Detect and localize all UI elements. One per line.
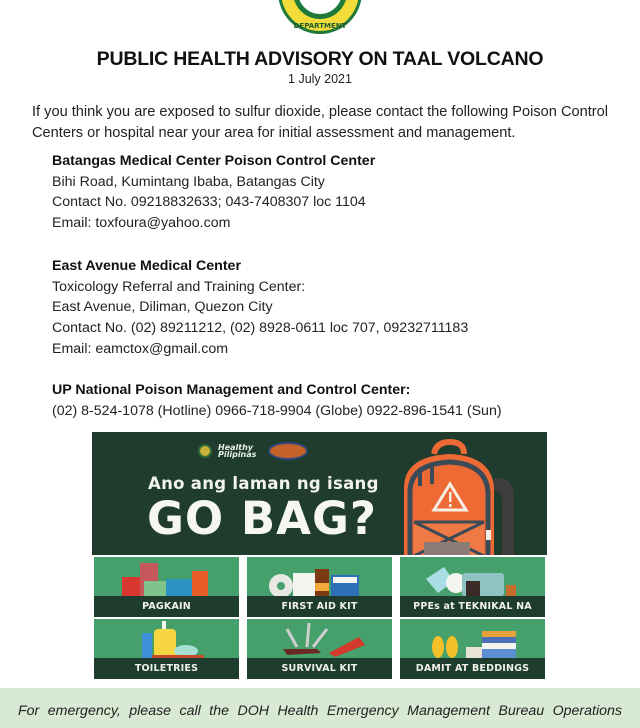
item-label: TOILETRIES <box>94 658 239 679</box>
item-tile <box>247 557 392 617</box>
campaign-badge-icon <box>268 442 308 460</box>
advisory-date: 1 July 2021 <box>288 72 352 86</box>
canned-food-icon <box>94 557 239 596</box>
item-label: DAMIT AT BEDDINGS <box>400 658 545 679</box>
center-up-npmcc <box>52 380 612 421</box>
center-address: Bihi Road, Kumintang Ibaba, Batangas City <box>52 173 325 190</box>
center-name: East Avenue Medical Center <box>52 258 241 274</box>
backpack-icon <box>374 438 534 558</box>
item-tile <box>94 619 239 679</box>
item-label: FIRST AID KIT <box>247 596 392 617</box>
item-tile <box>247 619 392 679</box>
radio-gloves-icon <box>400 557 545 596</box>
go-bag-poster <box>92 432 547 680</box>
clothes-slippers-icon <box>400 619 545 658</box>
poster-brand <box>198 442 308 460</box>
center-contact: (02) 8-524-1078 (Hotline) 0966-718-9904 (Globe) 0922-896-1541 (Sun) <box>52 402 502 419</box>
item-label: SURVIVAL KIT <box>247 658 392 679</box>
center-email: Email: eamctox@gmail.com <box>52 340 229 357</box>
multitool-flashlight-icon <box>247 619 392 658</box>
item-label: PAGKAIN <box>94 596 239 617</box>
toiletries-icon <box>94 619 239 658</box>
emergency-text: For emergency, please call the DOH Health Emergency Management Bureau Operations <box>18 703 622 719</box>
item-label: PPEs at TEKNIKAL NA <box>400 596 545 617</box>
brand-text: Healthy Pilipinas <box>218 443 257 459</box>
poster-question-line1: Ano ang laman ng isang <box>148 474 379 493</box>
item-tile <box>94 557 239 617</box>
item-tile <box>400 557 545 617</box>
center-email: Email: toxfoura@yahoo.com <box>52 215 231 232</box>
item-tile <box>400 619 545 679</box>
poster-question-line2: GO BAG? <box>147 492 378 545</box>
center-east-avenue <box>52 256 612 360</box>
center-batangas <box>52 151 612 234</box>
first-aid-icon <box>247 557 392 596</box>
doh-seal-logo <box>276 0 364 36</box>
center-contact: Contact No. (02) 89211212, (02) 8928-0611 loc 707, 09232711183 <box>52 320 469 337</box>
center-name: Batangas Medical Center Poison Control Center <box>52 153 376 169</box>
center-department: Toxicology Referral and Training Center: <box>52 278 306 295</box>
advisory-title: PUBLIC HEALTH ADVISORY ON TAAL VOLCANO <box>96 48 544 70</box>
svg-text:DEPARTMENT: DEPARTMENT <box>293 22 347 30</box>
emergency-footer <box>0 688 640 728</box>
center-address: East Avenue, Diliman, Quezon City <box>52 299 273 316</box>
go-bag-items-grid <box>92 555 547 680</box>
doh-mini-seal-icon <box>198 444 212 458</box>
center-contact: Contact No. 09218832633; 043-7408307 loc 1104 <box>52 194 366 211</box>
center-name: UP National Poison Management and Control Center: <box>52 382 411 398</box>
intro-paragraph: If you think you are exposed to sulfur dioxide, please contact the following Poison Control Centers or hospital near your area for initial assessment and management. <box>32 104 608 141</box>
